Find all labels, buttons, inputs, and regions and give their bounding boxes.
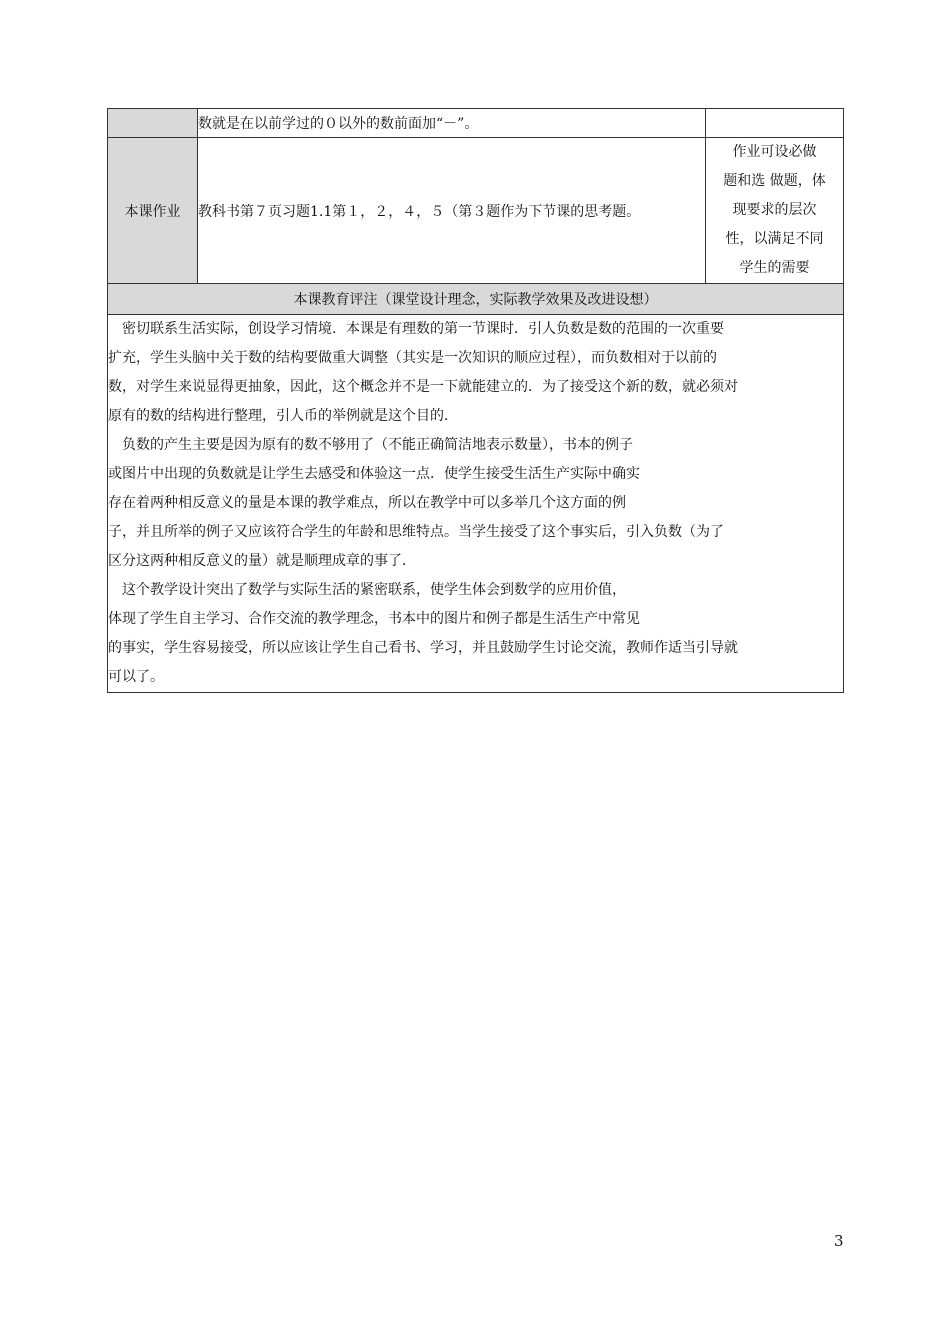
homework-label: 本课作业 [108,138,198,284]
homework-content: 教科书第７页习题1.1第１，２，４，５（第３题作为下节课的思考题。 [198,138,706,284]
comment-line: 存在着两种相反意义的量是本课的教学难点，所以在教学中可以多举几个这方面的例 [108,495,626,511]
row-label-cell [108,109,198,138]
homework-note-line: 学生的需要 [739,260,810,276]
homework-note-line: 现要求的层次 [732,202,817,218]
comment-line: 的事实，学生容易接受，所以应该让学生自己看书、学习，并且鼓励学生讨论交流，教师作适当引导就 [108,640,738,656]
homework-note [706,138,844,284]
lesson-plan-table [107,108,844,693]
table-row [108,109,844,138]
homework-note-line: 题和选 做题，体 [723,173,826,189]
comment-line: 子，并且所举的例子又应该符合学生的年龄和思维特点。当学生接受了这个事实后，引入负数（为了 [108,524,724,540]
definition-text: 数就是在以前学过的０以外的数前面加“－”。 [198,109,706,138]
comment-line: 原有的数的结构进行整理，引人币的举例就是这个目的． [108,408,458,424]
comment-line: 扩充，学生头脑中关于数的结构要做重大调整（其实是一次知识的顺应过程），而负数相对于以前的 [108,350,717,366]
comment-line: 区分这两种相反意义的量）就是顺理成章的事了． [108,553,416,569]
comment-line: 负数的产生主要是因为原有的数不够用了（不能正确简洁地表示数量），书本的例子 [108,437,633,453]
comment-line: 可以了。 [108,669,164,685]
evaluation-comment [108,315,844,693]
evaluation-header: 本课教育评注（课堂设计理念，实际教学效果及改进设想） [108,284,844,315]
comment-line: 这个教学设计突出了数学与实际生活的紧密联系，使学生体会到数学的应用价值， [108,582,626,598]
row-note-cell [706,109,844,138]
page-number: 3 [834,1232,844,1250]
evaluation-header-row [108,284,844,315]
homework-row [108,138,844,284]
comment-line: 密切联系生活实际，创设学习情境．本课是有理数的第一节课时．引人负数是数的范围的一次重要 [108,321,724,337]
homework-note-line: 性，以满足不同 [725,231,824,247]
homework-note-line: 作业可设必做 [732,144,817,160]
comment-line: 体现了学生自主学习、合作交流的教学理念，书本中的图片和例子都是生活生产中常见 [108,611,640,627]
evaluation-body-row [108,315,844,693]
comment-line: 或图片中出现的负数就是让学生去感受和体验这一点．使学生接受生活生产实际中确实 [108,466,640,482]
comment-line: 数，对学生来说显得更抽象，因此，这个概念并不是一下就能建立的．为了接受这个新的数，就必须对 [108,379,738,395]
